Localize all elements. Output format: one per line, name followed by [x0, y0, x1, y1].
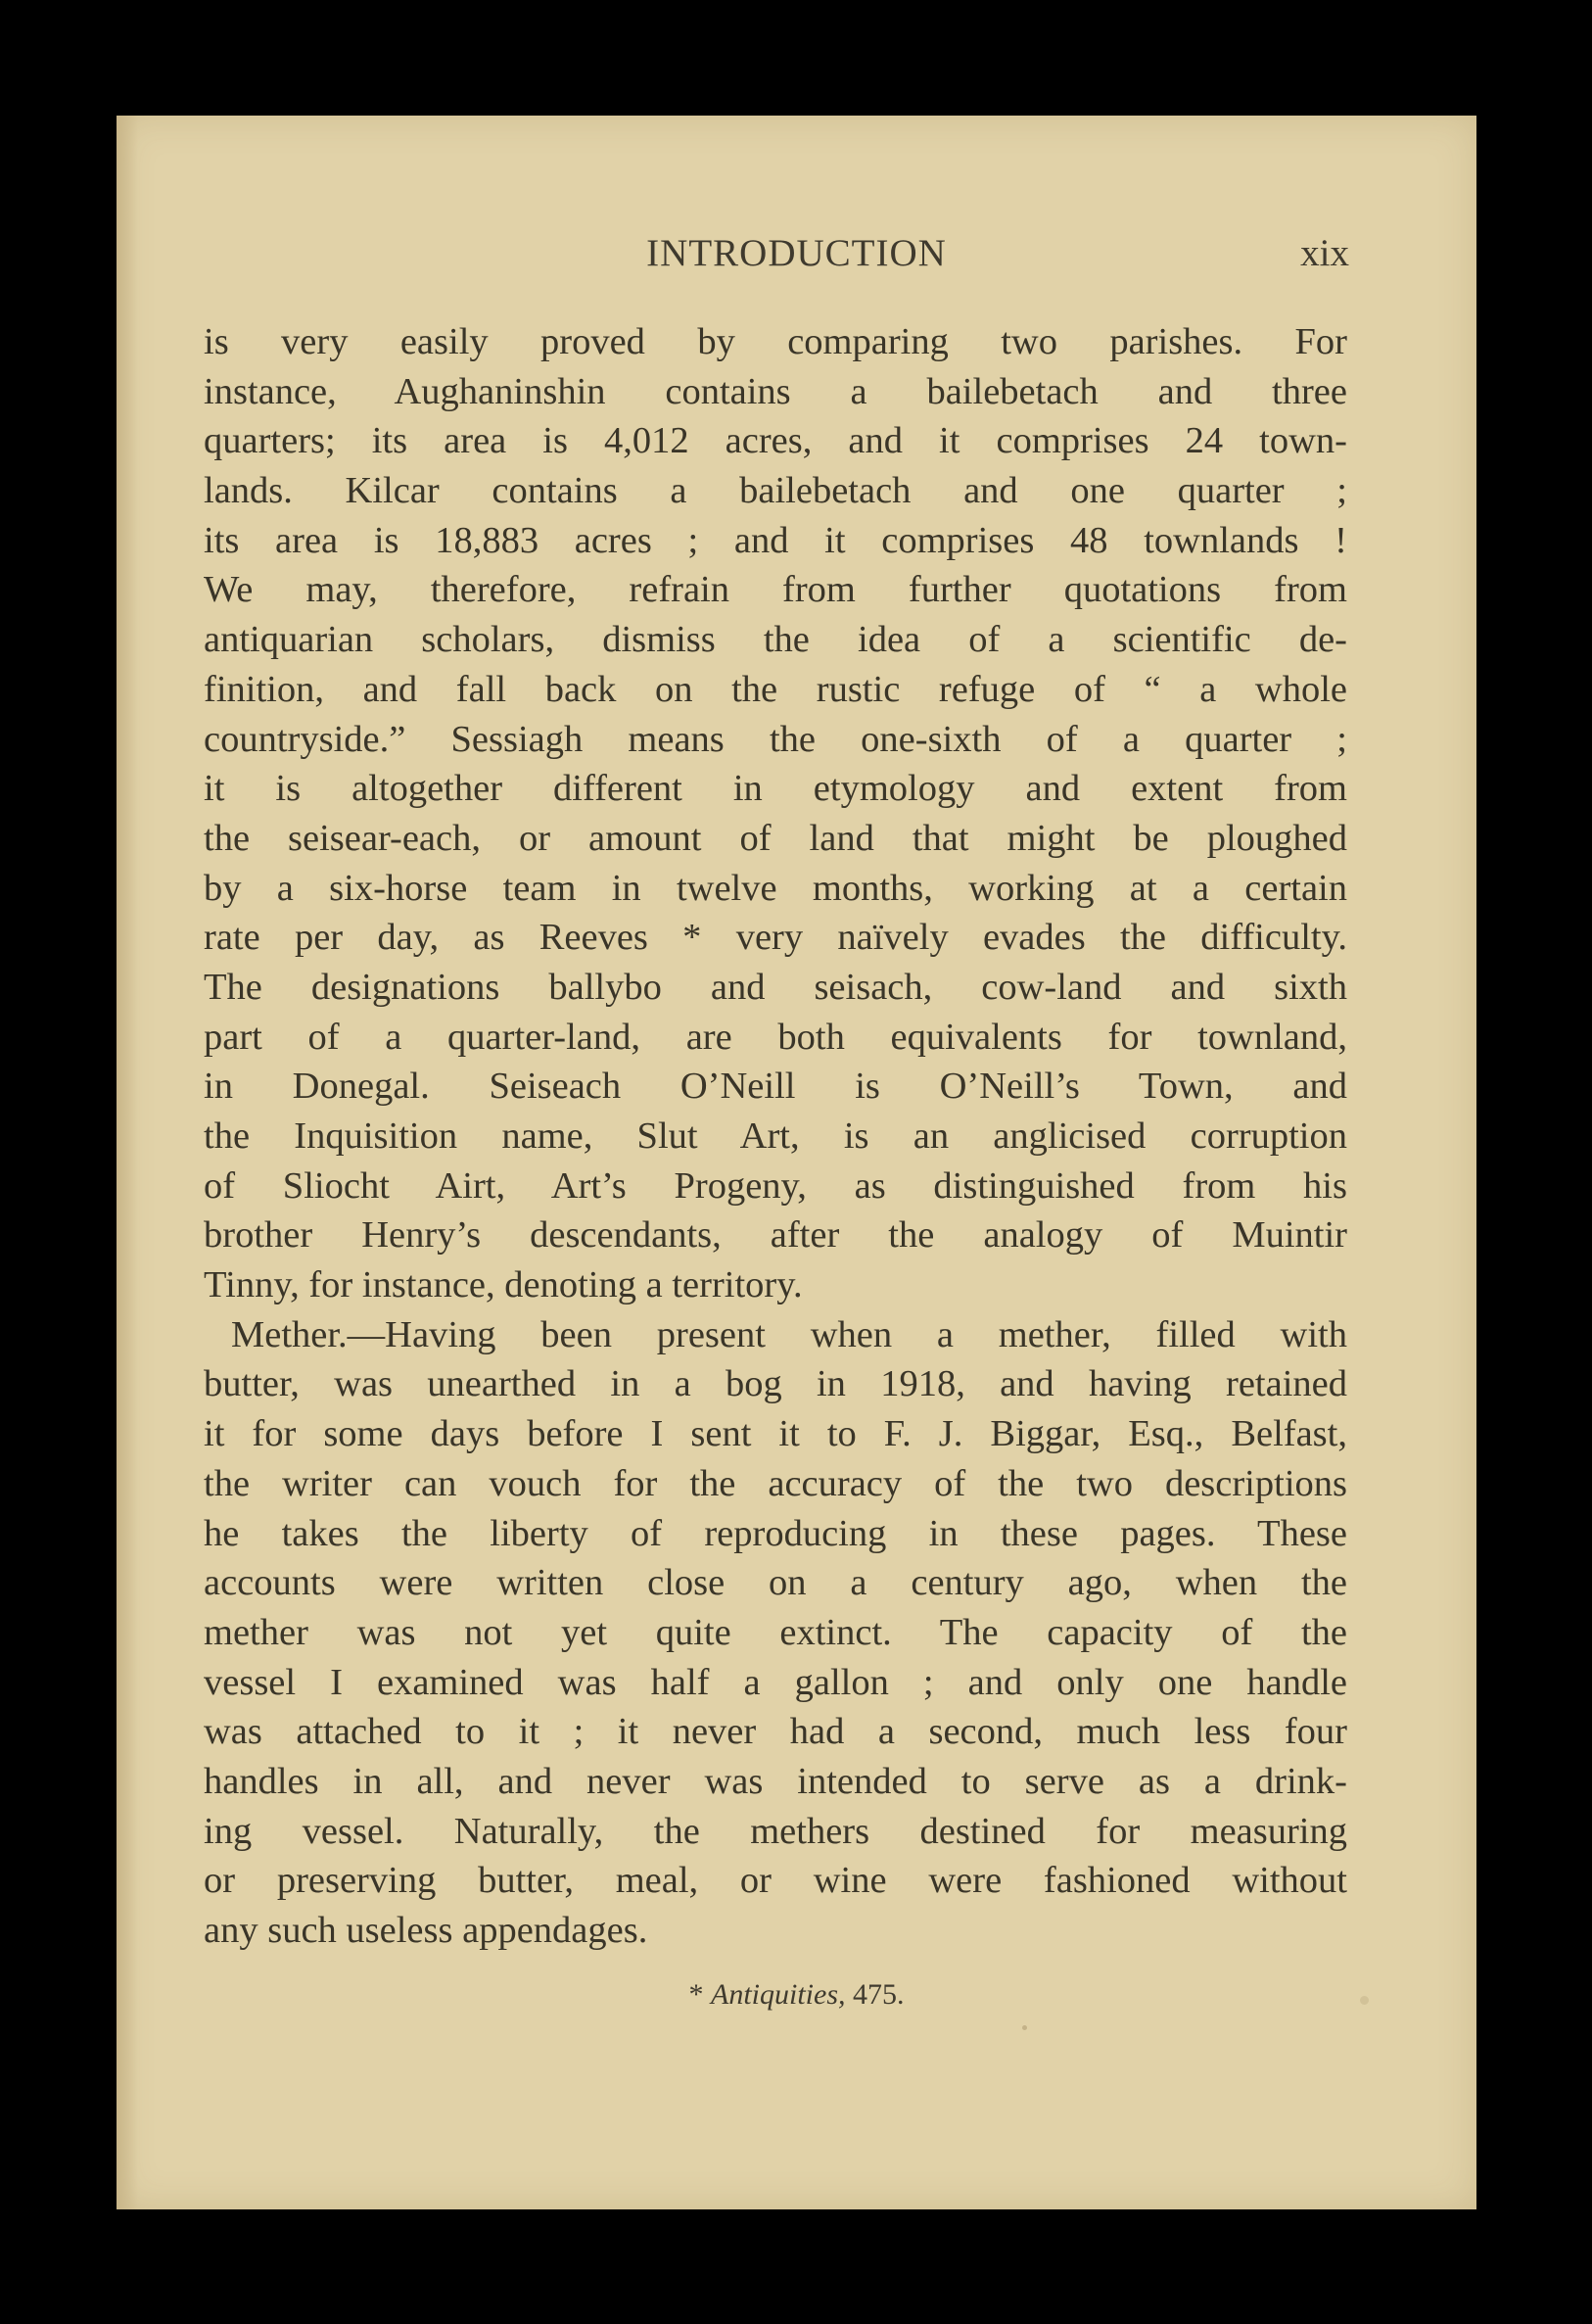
text-line: lands. Kilcar contains a bailebetach and one quarter ;	[204, 470, 1347, 512]
paper-spot	[1022, 2025, 1027, 2030]
text-line: We may, therefore, refrain from further quotations from	[204, 569, 1347, 611]
running-head: INTRODUCTION	[646, 232, 947, 274]
footnote	[117, 1978, 1476, 2012]
page-header	[117, 231, 1476, 286]
text-line: the writer can vouch for the accuracy of the two descriptions	[204, 1462, 1347, 1504]
text-line: is very easily proved by comparing two parishes. For	[204, 321, 1347, 362]
text-line: part of a quarter-land, are both equivalents for townland,	[204, 1016, 1347, 1058]
text-line: accounts were written close on a century ago, when the	[204, 1562, 1347, 1604]
text-line: antiquarian scholars, dismiss the idea of a scientific de-	[204, 619, 1347, 661]
body-text	[204, 317, 1347, 1956]
text-line: vessel I examined was half a gallon ; and only one handle	[204, 1661, 1347, 1703]
text-line: by a six-horse team in twelve months, working at a certain	[204, 867, 1347, 909]
text-line: of Sliocht Airt, Art’s Progeny, as distinguished from his	[204, 1164, 1347, 1207]
text-line: or preserving butter, meal, or wine were fashioned without	[204, 1860, 1347, 1902]
text-line: any such useless appendages.	[204, 1910, 648, 1951]
text-line: countryside.” Sessiagh means the one-sixth of a quarter ;	[204, 718, 1347, 760]
text-line: Tinny, for instance, denoting a territory.	[204, 1264, 803, 1306]
text-line: the Inquisition name, Slut Art, is an anglicised corruption	[204, 1115, 1347, 1157]
text-line: handles in all, and never was intended to serve as a drink-	[204, 1760, 1347, 1802]
text-line: it is altogether different in etymology and extent from	[204, 768, 1347, 810]
text-line: brother Henry’s descendants, after the analogy of Muintir	[204, 1214, 1347, 1257]
text-line: quarters; its area is 4,012 acres, and it comprises 24 town-	[204, 420, 1347, 462]
paper-spot	[1360, 1996, 1369, 2005]
text-line: rate per day, as Reeves * very naïvely evades the difficulty.	[204, 917, 1347, 959]
book-page	[117, 116, 1476, 2209]
text-line: its area is 18,883 acres ; and it comprises 48 townlands !	[204, 519, 1347, 561]
text-line: it for some days before I sent it to F. J. Biggar, Esq., Belfast,	[204, 1413, 1347, 1455]
text-line: he takes the liberty of reproducing in these pages. These	[204, 1512, 1347, 1554]
text-line: instance, Aughaninshin contains a bailebetach and three	[204, 370, 1347, 412]
text-line: mether was not yet quite extinct. The capacity of the	[204, 1611, 1347, 1653]
footnote-page: 475.	[853, 1978, 905, 2011]
text-line: Mether.—Having been present when a mether, filled with	[231, 1313, 1347, 1355]
text-line: finition, and fall back on the rustic refuge of “ a whole	[204, 668, 1347, 710]
text-line: was attached to it ; it never had a second, much less four	[204, 1711, 1347, 1753]
footnote-title: Antiquities,	[711, 1978, 846, 2011]
text-line: ing vessel. Naturally, the methers destined for measuring	[204, 1810, 1347, 1852]
text-line: the seisear-each, or amount of land that might be ploughed	[204, 817, 1347, 859]
footnote-marker: *	[688, 1978, 704, 2011]
text-line: in Donegal. Seiseach O’Neill is O’Neill’s Town, and	[204, 1066, 1347, 1108]
page-number: xix	[1300, 232, 1349, 274]
gutter-shadow	[117, 116, 138, 2209]
text-line: butter, was unearthed in a bog in 1918, and having retained	[204, 1363, 1347, 1405]
text-line: The designations ballybo and seisach, cow-land and sixth	[204, 966, 1347, 1008]
